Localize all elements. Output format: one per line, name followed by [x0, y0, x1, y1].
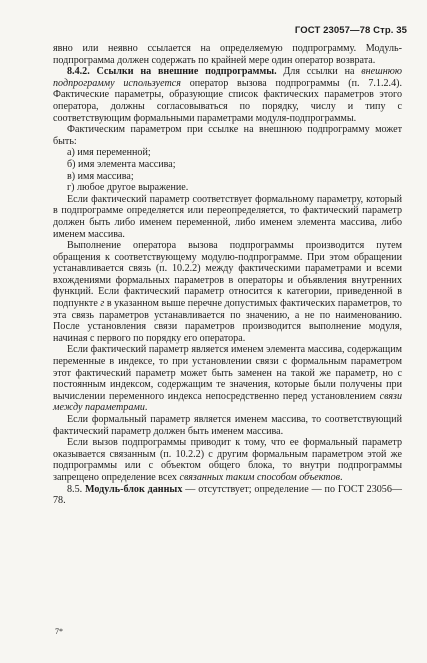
text-run: в указанном выше перечне допустимых фактических параметров, то эта связь параметров устанавливается по значению, а не по наименованию. После установления связи параметров производится выполнение модуля, начиная с первого по порядку его оператора.	[53, 298, 402, 344]
text-run: .	[144, 402, 148, 414]
paragraph	[53, 437, 402, 483]
actual-parameter-intro: Фактическим параметром при ссылке на внешнюю подпрограмму может быть:	[53, 124, 402, 147]
text-run: Выполнение оператора вызова подпрограммы производится путем обращения к соответствующему модулю-подпрограмме. При этом обращении устанавливается связь (п. 10.2.2) между фактическими параметрами и всеми вхождениями формальных параметров в операторы и объявления внутренних функций. Если фактический параметр относится к категории, приведенной в подпункте	[53, 240, 402, 310]
section-number: 8.4.2.	[67, 66, 90, 78]
text-run: оператор вызова подпрограммы (п. 7.1.2.4). Фактические параметры, образующие список фактических параметров этого оператора, должны согласовываться по порядку, числу и типу с соответствующим формальными параметрами модуля-подпрограммы.	[53, 77, 402, 124]
paragraph: Если формальный параметр является именем массива, то соответствующий фактический параметр должен быть именем массива.	[53, 414, 402, 437]
section-number: 8.5.	[67, 483, 83, 495]
section-8-4-2	[53, 66, 402, 124]
page-header: ГОСТ 23057—78 Стр. 35	[294, 25, 407, 36]
list-item: а) имя переменной;	[67, 147, 151, 159]
intro-paragraph: явно или неявно ссылается на определяемую подпрограмму. Модуль-подпрограмма должен содержать по крайней мере один оператор возврата.	[53, 43, 402, 66]
emphasis-text: внешнюю подпрограмму используется	[53, 66, 402, 89]
emphasis-text: г	[100, 298, 105, 310]
section-title: Ссылки на внешние подпрограммы.	[96, 66, 277, 78]
section-title: Модуль-блок данных	[85, 483, 183, 495]
document-body	[53, 43, 402, 507]
text-run: Если вызов подпрограммы приводит к тому, что ее формальный параметр оказывается связанным (п. 10.2.2) с другим формальным параметром этой же подпрограммы или с объектом общего блока, то внутри подпрограммы запрещено определение всех	[53, 437, 402, 483]
parameter-list	[53, 147, 402, 193]
paragraph	[53, 240, 402, 344]
text-run: .	[340, 471, 343, 483]
paragraph: Если фактический параметр соответствует формальному параметру, который в подпрограмме определяется или переопределяется, то фактический параметр должен быть либо именем переменной, либо именем элемента массива, либо именем массива.	[53, 193, 402, 240]
text-run: Для ссылки на	[276, 66, 362, 78]
list-item: б) имя элемента массива;	[67, 158, 176, 170]
page-footer-mark: 7*	[55, 627, 63, 636]
list-item: в) имя массива;	[67, 170, 134, 182]
emphasis-text: связи между параметрами	[53, 390, 402, 414]
text-run: — отсутствует; определение — по ГОСТ 23056—78.	[53, 483, 402, 507]
emphasis-text: связанных таким способом объектов	[179, 471, 341, 483]
list-item: г) любое другое выражение.	[67, 182, 189, 194]
text-run: Если фактический параметр является именем элемента массива, содержащим переменные в индексе, то при установлении связи с формальным параметром этот фактический параметр может быть заменен на такой же параметр, но с постоянным индексом, содержащим те значения, которые были получены при вычислении переменного индекса непосредственно перед установлением	[53, 344, 402, 402]
paragraph	[53, 344, 402, 414]
section-8-5	[53, 484, 402, 507]
